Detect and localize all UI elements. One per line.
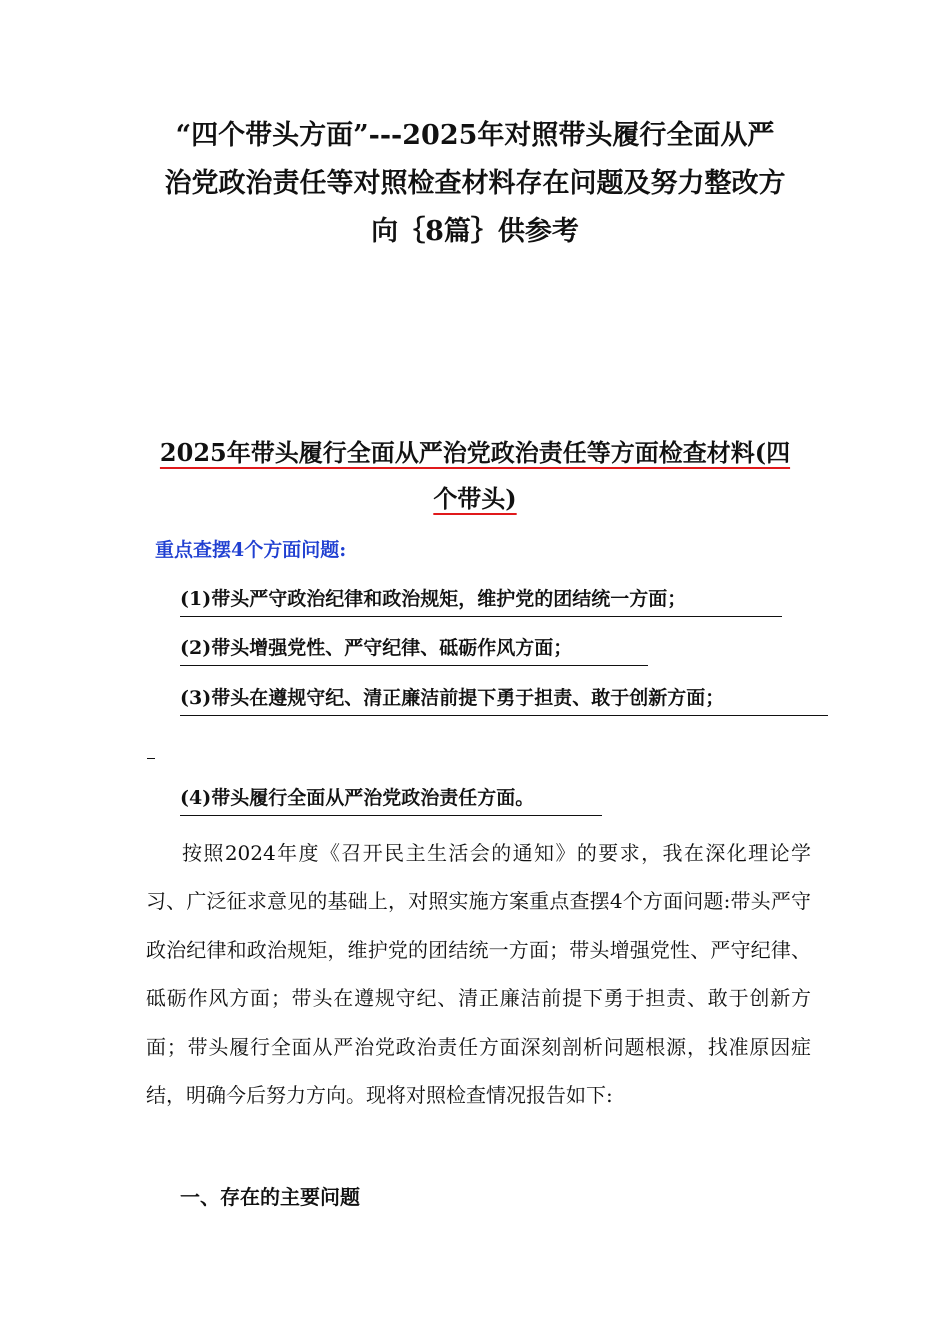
document-title-line: “四个带头方面”---2025年对照带头履行全面从严: [175, 120, 775, 151]
underline-rule: [180, 715, 828, 716]
focus-item-text: (1)带头严守政治纪律和政治规矩，维护党的团结统一方面；: [180, 588, 687, 610]
focus-item: [180, 684, 724, 712]
body-paragraph: 按照2024年度《召开民主生活会的通知》的要求，我在深化理论学习、广泛征求意见的基础上，对照实施方案重点查摆4个方面问题:带头严守政治纪律和政治规矩，维护党的团结统一方面；带头增强党性、严守纪律、砥砺作风方面；带头在遵规守纪、清正廉洁前提下勇于担责、敢于创新方面；带头履行全面从严治党政治责任方面深刻剖析问题根源，找准原因症结，明确今后努力方向。现将对照检查情况报告如下:: [146, 841, 811, 1108]
focus-item: [180, 784, 534, 812]
focus-item-text: (2)带头增强党性、严守纪律、砥砺作风方面；: [180, 637, 573, 659]
focus-label: 重点查摆4个方面问题:: [155, 539, 347, 561]
section-title-line: 2025年带头履行全面从严治党政治责任等方面检查材料(四: [159, 438, 791, 467]
underline-rule: [180, 815, 602, 816]
focus-item: [180, 634, 572, 662]
underline-rule: [180, 616, 782, 617]
document-title: [120, 112, 830, 256]
section-title-line: 个带头): [433, 484, 517, 513]
focus-item-text: (4)带头履行全面从严治党政治责任方面。: [180, 787, 535, 809]
section-title: [120, 430, 830, 522]
underline-rule: [147, 758, 155, 759]
section-heading: 一、存在的主要问题: [180, 1185, 360, 1209]
document-title-line: 向｛8篇｝供参考: [371, 216, 579, 247]
focus-item-text: (3)带头在遵规守纪、清正廉洁前提下勇于担责、敢于创新方面；: [180, 687, 725, 709]
focus-item: [180, 585, 686, 613]
document-title-line: 治党政治责任等对照检查材料存在问题及努力整改方: [164, 168, 786, 199]
underline-rule: [180, 665, 648, 666]
